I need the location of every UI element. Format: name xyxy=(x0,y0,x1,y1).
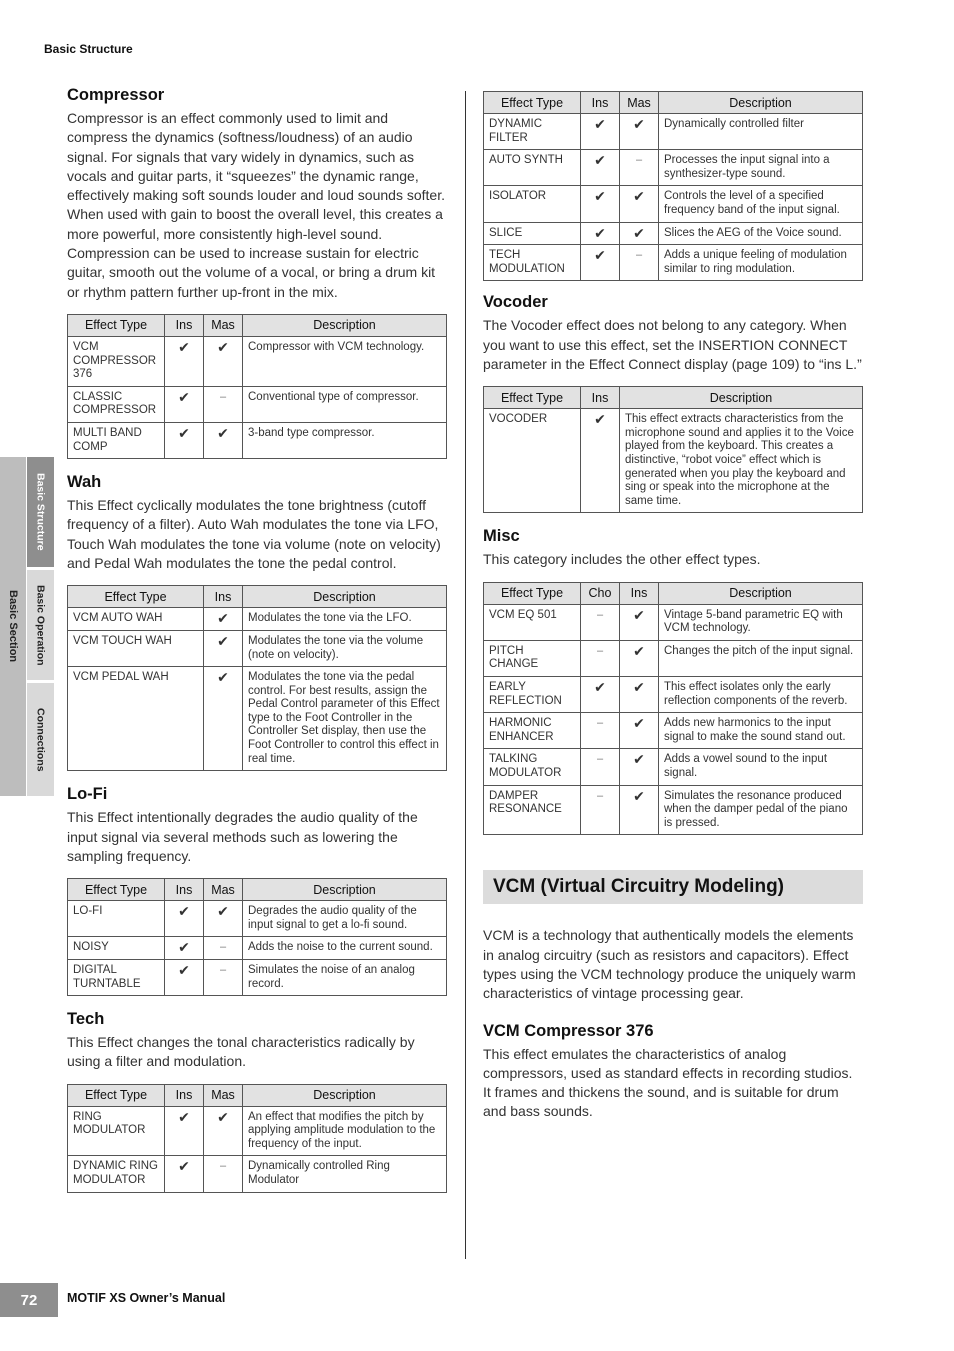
description: Compressor with VCM technology. xyxy=(243,336,447,386)
description: An effect that modifies the pitch by applying amplitude modulation to the frequency of the input. xyxy=(243,1106,447,1156)
column-header: Ins xyxy=(581,387,620,409)
description: 3-band type compressor. xyxy=(243,422,447,458)
column-header: Description xyxy=(620,387,863,409)
table-row xyxy=(484,114,863,150)
column-header: Description xyxy=(243,314,447,336)
tab-connections[interactable] xyxy=(27,683,54,796)
misc-text: This category includes the other effect types. xyxy=(483,551,761,568)
table-row xyxy=(68,937,447,960)
ins-mark: ✔ xyxy=(581,245,620,281)
wah-heading: Wah xyxy=(67,473,102,492)
effect-type: AUTO SYNTH xyxy=(484,150,581,186)
effect-type: DYNAMIC FILTER xyxy=(484,114,581,150)
effect-type: RING MODULATOR xyxy=(68,1106,165,1156)
lofi-heading: Lo-Fi xyxy=(67,785,108,804)
column-header: Description xyxy=(659,92,863,114)
vcm-section-band xyxy=(483,870,863,904)
vocoder-text: The Vocoder effect does not belong to any category. When you want to use this effect, set the INSERTION CONNECT parameter in the Effect Connect display (page 109) to “ins L.” xyxy=(483,317,862,372)
column-header: Ins xyxy=(165,879,204,901)
compressor-heading: Compressor xyxy=(67,86,165,104)
ins-mark: ✔ xyxy=(165,1156,204,1192)
description: This effect extracts characteristics from the microphone sound and applies it to the Voice played from the keyboard. This creates a distinctive, “robot voice” effect which is generated when you play the keyboard and sing or speak into the microphone at the same time. xyxy=(620,409,863,513)
ins-mark: ✔ xyxy=(620,713,659,749)
column-header: Mas xyxy=(204,879,243,901)
ins-mark: ✔ xyxy=(581,409,620,513)
mas-mark: – xyxy=(620,150,659,186)
mas-mark: ✔ xyxy=(204,422,243,458)
column-header: Ins xyxy=(165,314,204,336)
table-row xyxy=(484,713,863,749)
effect-type: VCM COMPRESSOR 376 xyxy=(68,336,165,386)
description: Vintage 5-band parametric EQ with VCM technology. xyxy=(659,604,863,640)
table-row xyxy=(484,640,863,676)
right-column xyxy=(483,91,863,1134)
cho-mark: – xyxy=(581,640,620,676)
description: Dynamically controlled filter xyxy=(659,114,863,150)
column-header: Description xyxy=(243,586,447,608)
table-row xyxy=(484,677,863,713)
table-row xyxy=(68,386,447,422)
effect-type: DYNAMIC RING MODULATOR xyxy=(68,1156,165,1192)
effect-type: TECH MODULATION xyxy=(484,245,581,281)
misc-table xyxy=(483,582,863,836)
table-row xyxy=(68,1106,447,1156)
vcm-compressor-heading: VCM Compressor 376 xyxy=(483,1021,654,1040)
effect-type: ISOLATOR xyxy=(484,186,581,222)
ins-mark: ✔ xyxy=(620,785,659,835)
effect-type: HARMONIC ENHANCER xyxy=(484,713,581,749)
effect-type: CLASSIC COMPRESSOR xyxy=(68,386,165,422)
effect-type: PITCH CHANGE xyxy=(484,640,581,676)
ins-mark: ✔ xyxy=(165,937,204,960)
column-header: Ins xyxy=(204,586,243,608)
description: Changes the pitch of the input signal. xyxy=(659,640,863,676)
left-column xyxy=(67,86,447,1207)
column-header: Ins xyxy=(165,1084,204,1106)
ins-mark: ✔ xyxy=(620,640,659,676)
ins-mark: ✔ xyxy=(581,186,620,222)
manual-title: MOTIF XS Owner’s Manual xyxy=(67,1291,226,1305)
description: Modulates the tone via the volume (note on velocity). xyxy=(243,630,447,666)
effect-type: VCM EQ 501 xyxy=(484,604,581,640)
table-row xyxy=(68,630,447,666)
table-row xyxy=(484,150,863,186)
table-row xyxy=(484,409,863,513)
mas-mark: – xyxy=(620,245,659,281)
mas-mark: ✔ xyxy=(204,901,243,937)
mas-mark: ✔ xyxy=(620,186,659,222)
cho-mark: – xyxy=(581,785,620,835)
effect-type: VCM PEDAL WAH xyxy=(68,667,204,771)
tab-basic-structure[interactable] xyxy=(27,457,54,567)
effect-type: SLICE xyxy=(484,222,581,245)
wah-text: This Effect cyclically modulates the tone brightness (cutoff frequency of a filter). Auto Wah modulates the tone via LFO, Touch Wah modulates the tone via volume (note on velocity) and Pedal Wah modulates the tone the pedal control. xyxy=(67,497,441,572)
ins-mark: ✔ xyxy=(165,901,204,937)
description: Conventional type of compressor. xyxy=(243,386,447,422)
wah-table xyxy=(67,585,447,771)
table-row xyxy=(68,1156,447,1192)
compressor-text: Compressor is an effect commonly used to limit and compress the dynamics (softness/loudness) of an audio signal. For signals that vary widely in dynamics, such as vocals and guitar parts, it “squeezes” the dynamic range, effectively making soft sounds louder and loud sounds softer. When used with gain to boost the overall level, this creates a more powerful, more consistently high-level sound. Compression can be used to increase sustain for electric guitar, smooth out the volume of a vocal, or bring a drum kit or rhythm pattern further up-front in the mix. xyxy=(67,110,445,300)
effect-type: LO-FI xyxy=(68,901,165,937)
side-tabs xyxy=(0,457,54,796)
table-row xyxy=(68,336,447,386)
column-header: Mas xyxy=(204,1084,243,1106)
description: Adds a unique feeling of modulation similar to ring modulation. xyxy=(659,245,863,281)
ins-mark: ✔ xyxy=(165,959,204,995)
effect-type: VOCODER xyxy=(484,409,581,513)
cho-mark: – xyxy=(581,749,620,785)
vcm-heading: VCM (Virtual Circuitry Modeling) xyxy=(493,876,785,898)
lofi-table xyxy=(67,878,447,996)
column-header: Ins xyxy=(581,92,620,114)
mas-mark: – xyxy=(204,959,243,995)
section-tab[interactable] xyxy=(0,457,26,796)
column-header: Description xyxy=(659,582,863,604)
ins-mark: ✔ xyxy=(165,336,204,386)
vocoder-heading: Vocoder xyxy=(483,293,548,312)
page-number: 72 xyxy=(0,1283,58,1317)
description: Adds the noise to the current sound. xyxy=(243,937,447,960)
misc-heading: Misc xyxy=(483,527,520,546)
column-header: Effect Type xyxy=(68,879,165,901)
description: Modulates the tone via the pedal control. For best results, assign the Pedal Control parameter of this Effect type to the Foot Controller in the Controller Set display, then use the Foot Controller to control this effect in real time. xyxy=(243,667,447,771)
mas-mark: – xyxy=(204,386,243,422)
table-row xyxy=(484,785,863,835)
lofi-text: This Effect intentionally degrades the audio quality of the input signal via several methods such as lowering the sampling frequency. xyxy=(67,809,418,864)
ins-mark: ✔ xyxy=(204,608,243,631)
ins-mark: ✔ xyxy=(620,604,659,640)
tab-basic-operation[interactable] xyxy=(27,570,54,680)
mas-mark: ✔ xyxy=(620,114,659,150)
table-row xyxy=(68,901,447,937)
mas-mark: – xyxy=(204,937,243,960)
column-header: Effect Type xyxy=(68,314,165,336)
table-row xyxy=(484,749,863,785)
cho-mark: – xyxy=(581,713,620,749)
vcm-compressor-text: This effect emulates the characteristics of analog compressors, used as standard effects in recording studios. It frames and thickens the sound, and is suitable for drum and bass sounds. xyxy=(483,1045,853,1120)
tab-label: Basic Operation xyxy=(34,584,47,666)
ins-mark: ✔ xyxy=(620,749,659,785)
mas-mark: ✔ xyxy=(204,1106,243,1156)
ins-mark: ✔ xyxy=(165,1106,204,1156)
effect-type: DIGITAL TURNTABLE xyxy=(68,959,165,995)
description: Simulates the resonance produced when the damper pedal of the piano is pressed. xyxy=(659,785,863,835)
table-row xyxy=(484,222,863,245)
ins-mark: ✔ xyxy=(204,667,243,771)
effect-type: NOISY xyxy=(68,937,165,960)
column-header: Cho xyxy=(581,582,620,604)
column-header: Mas xyxy=(204,314,243,336)
column-header: Mas xyxy=(620,92,659,114)
tech-table xyxy=(67,1084,447,1193)
tech-continued-table xyxy=(483,91,863,281)
mas-mark: – xyxy=(204,1156,243,1192)
table-row xyxy=(68,608,447,631)
ins-mark: ✔ xyxy=(581,150,620,186)
column-header: Effect Type xyxy=(68,586,204,608)
vcm-text: VCM is a technology that authentically models the elements in analog circuitry (such as resistors and capacitors). Effect types using the VCM technology produce the uniquely warm characteristics of vintage processing gear. xyxy=(483,927,856,1002)
column-header: Effect Type xyxy=(68,1084,165,1106)
column-header: Ins xyxy=(620,582,659,604)
column-header: Description xyxy=(243,879,447,901)
table-row xyxy=(484,604,863,640)
effect-type: DAMPER RESONANCE xyxy=(484,785,581,835)
cho-mark: – xyxy=(581,604,620,640)
description: Adds a vowel sound to the input signal. xyxy=(659,749,863,785)
compressor-table xyxy=(67,314,447,459)
mas-mark: ✔ xyxy=(620,222,659,245)
vocoder-table xyxy=(483,386,863,513)
tab-label: Basic Structure xyxy=(34,473,47,551)
table-row xyxy=(68,959,447,995)
description: Processes the input signal into a synthesizer-type sound. xyxy=(659,150,863,186)
description: This effect isolates only the early reflection components of the reverb. xyxy=(659,677,863,713)
table-row xyxy=(484,186,863,222)
description: Dynamically controlled Ring Modulator xyxy=(243,1156,447,1192)
column-header: Effect Type xyxy=(484,582,581,604)
effect-type: EARLY REFLECTION xyxy=(484,677,581,713)
ins-mark: ✔ xyxy=(620,677,659,713)
column-divider xyxy=(465,91,466,1259)
effect-type: VCM TOUCH WAH xyxy=(68,630,204,666)
ins-mark: ✔ xyxy=(165,422,204,458)
description: Adds new harmonics to the input signal to make the sound stand out. xyxy=(659,713,863,749)
column-header: Effect Type xyxy=(484,387,581,409)
column-header: Description xyxy=(243,1084,447,1106)
tech-heading: Tech xyxy=(67,1010,105,1029)
column-header: Effect Type xyxy=(484,92,581,114)
ins-mark: ✔ xyxy=(581,114,620,150)
description: Slices the AEG of the Voice sound. xyxy=(659,222,863,245)
ins-mark: ✔ xyxy=(581,222,620,245)
tech-text: This Effect changes the tonal characteristics radically by using a filter and modulation. xyxy=(67,1034,415,1070)
tab-label: Connections xyxy=(34,707,47,772)
description: Degrades the audio quality of the input signal to get a lo-fi sound. xyxy=(243,901,447,937)
ins-mark: ✔ xyxy=(165,386,204,422)
running-head: Basic Structure xyxy=(44,42,133,56)
table-row xyxy=(484,245,863,281)
section-tab-label: Basic Section xyxy=(7,590,19,663)
cho-mark: ✔ xyxy=(581,677,620,713)
effect-type: VCM AUTO WAH xyxy=(68,608,204,631)
description: Modulates the tone via the LFO. xyxy=(243,608,447,631)
table-row xyxy=(68,422,447,458)
effect-type: TALKING MODULATOR xyxy=(484,749,581,785)
effect-type: MULTI BAND COMP xyxy=(68,422,165,458)
mas-mark: ✔ xyxy=(204,336,243,386)
table-row xyxy=(68,667,447,771)
description: Controls the level of a specified frequency band of the input signal. xyxy=(659,186,863,222)
ins-mark: ✔ xyxy=(204,630,243,666)
description: Simulates the noise of an analog record. xyxy=(243,959,447,995)
